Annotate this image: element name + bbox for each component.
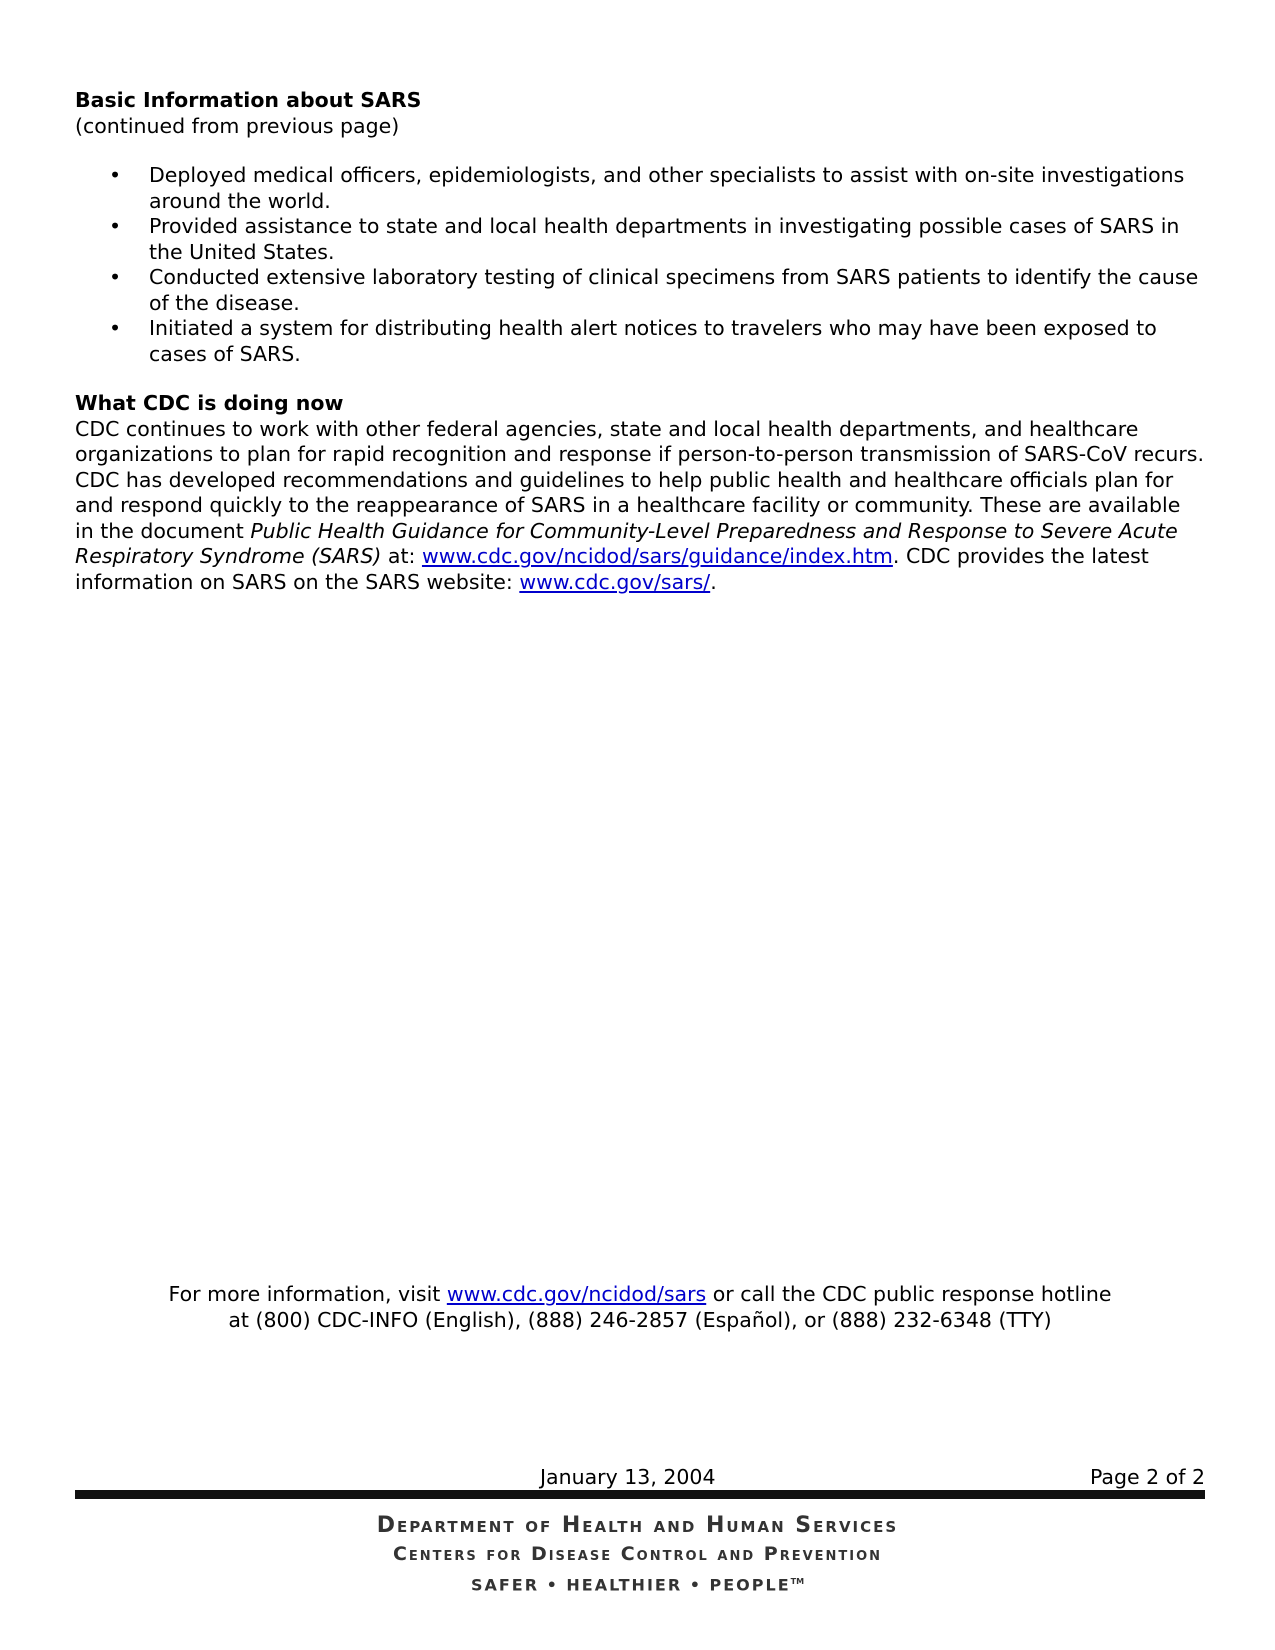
dept-footer <box>0 1512 1275 1599</box>
paragraph: CDC continues to work with other federal agencies, state and local health departments, and healthcare organizations to plan for rapid recognition and response if person-to-person transmission of SARS-CoV recurs. CDC has developed recommendations and guidelines to help public health and healthcare officials plan for and respond quickly to the reappearance of SARS in a healthcare facility or community. These are available in the document Public Health Guidance for Community-Level Preparedness and Response to Severe Acute Respiratory Syndrome (SARS) at: www.cdc.gov/ncidod/sars/guidance/index.htm. CDC provides the latest information on SARS on the SARS website: www.cdc.gov/sars/. <box>75 416 1205 594</box>
section-heading-basic-info: Basic Information about SARS <box>75 88 422 112</box>
bullet-list <box>75 163 1205 367</box>
list-item: • Initiated a system for distributing health alert notices to travelers who may have been exposed to cases of SARS. <box>109 316 1157 366</box>
sars-website-link[interactable]: www.cdc.gov/sars/ <box>519 569 711 594</box>
more-info-line-1: For more information, visit www.cdc.gov/ncidod/sars or call the CDC public response hotline <box>168 1282 1112 1306</box>
cdc-name: Centers for Disease Control and Prevention <box>392 1543 883 1565</box>
guidance-link[interactable]: www.cdc.gov/ncidod/sars/guidance/index.htm <box>421 544 893 568</box>
document-title: Public Health Guidance for Community-Level Preparedness and Response to Severe Acute Respiratory Syndrome (SARS) <box>75 518 1178 568</box>
more-info-line-2: at (800) CDC-INFO (English), (888) 246-2857 (Español), or (888) 232-6348 (TTY) <box>228 1307 1052 1332</box>
bullet-icon: • <box>109 163 122 187</box>
trademark-mark: TM <box>790 1577 805 1586</box>
dept-name: Department of Health and Human Services <box>376 1513 899 1538</box>
document-body <box>75 88 1205 595</box>
page-number: Page 2 of 2 <box>1089 1465 1205 1489</box>
list-item: • Provided assistance to state and local health departments in investigating possible cases of SARS in the United States. <box>109 214 1180 264</box>
document-date: January 13, 2004 <box>540 1465 716 1489</box>
bullet-icon: • <box>109 316 122 340</box>
continued-note: (continued from previous page) <box>75 113 400 138</box>
section-heading-what-cdc: What CDC is doing now <box>75 391 344 415</box>
section-what-cdc-doing <box>75 391 1205 595</box>
list-item: • Deployed medical officers, epidemiologists, and other specialists to assist with on-site investigations around the world. <box>109 163 1185 213</box>
bullet-icon: • <box>109 265 122 289</box>
footer-rule <box>75 1490 1205 1499</box>
bullet-icon: • <box>109 214 122 238</box>
tagline: SAFER • HEALTHIER • PEOPLE™ <box>470 1575 805 1595</box>
list-item: • Conducted extensive laboratory testing of clinical specimens from SARS patients to identify the cause of the disease. <box>109 265 1199 315</box>
more-info-block <box>75 1282 1205 1333</box>
ncidod-sars-link[interactable]: www.cdc.gov/ncidod/sars <box>446 1282 707 1306</box>
